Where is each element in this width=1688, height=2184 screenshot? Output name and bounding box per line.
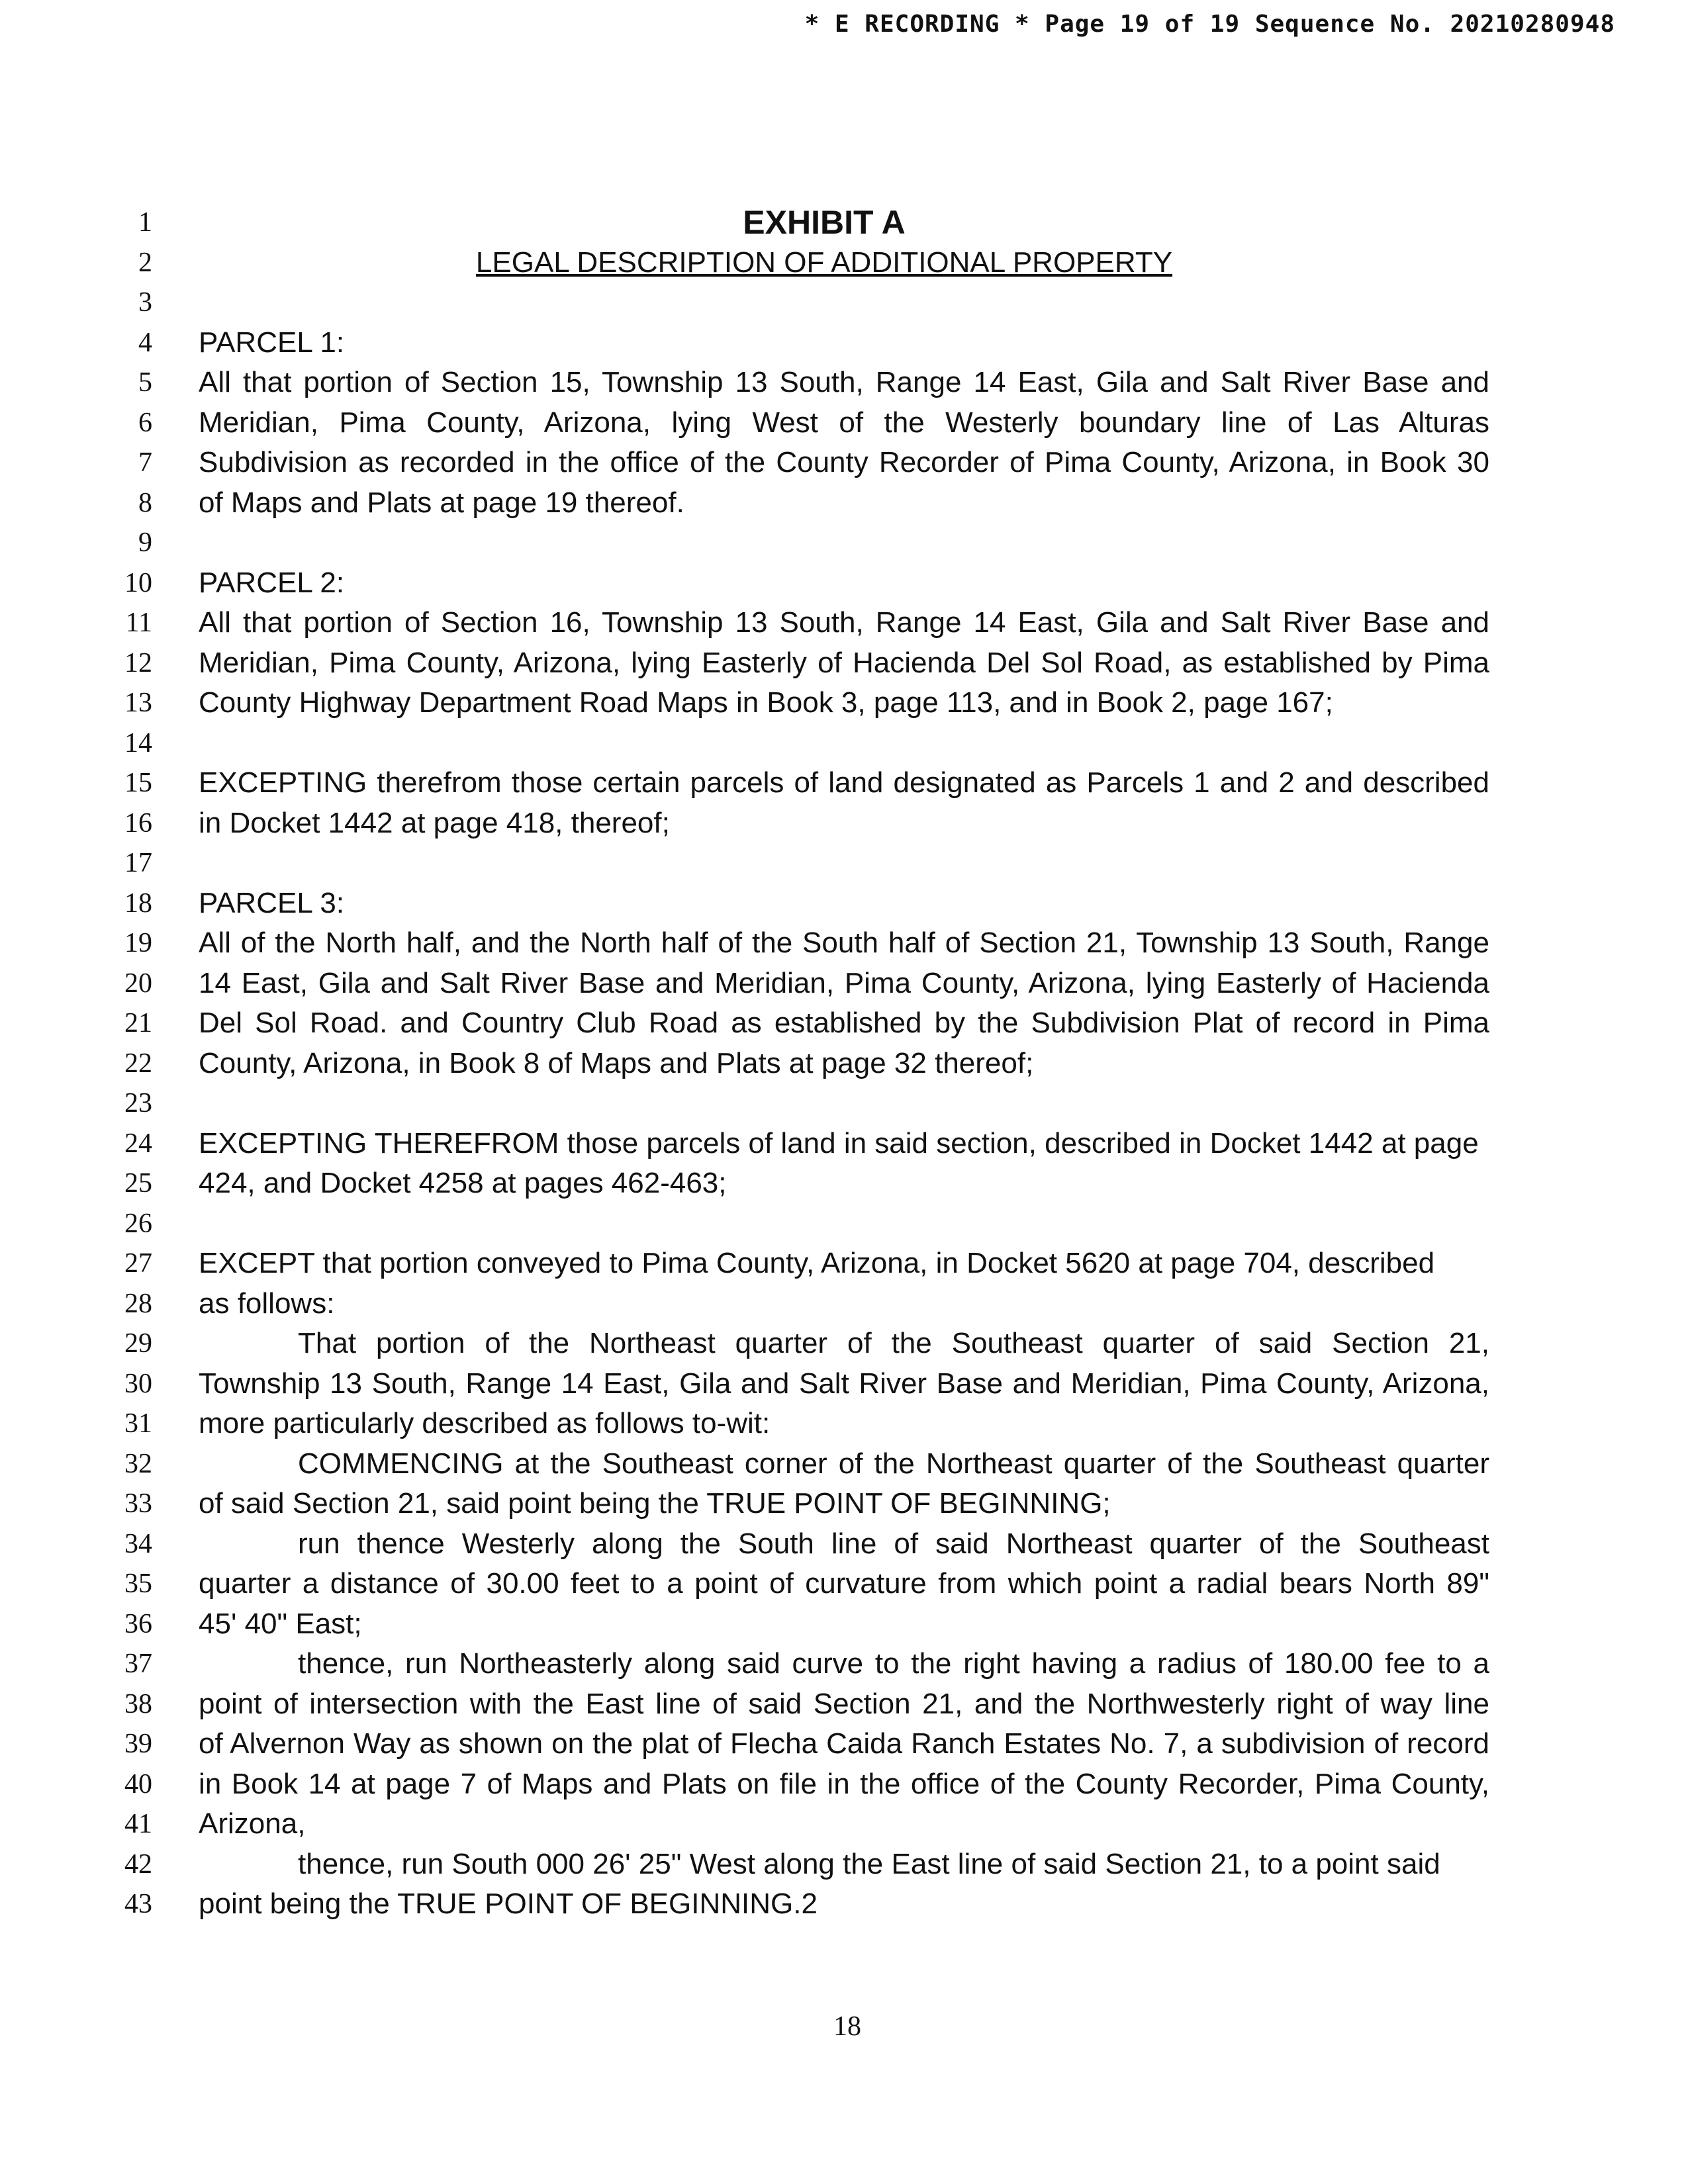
text-line: more particularly described as follows to-wit: xyxy=(199,1407,771,1439)
line-number: 20 xyxy=(124,968,152,999)
line-number: 13 xyxy=(124,688,152,718)
text-line: as follows: xyxy=(199,1287,335,1320)
blank-line xyxy=(199,523,1489,563)
blank-line xyxy=(199,1204,1489,1244)
line-number: 8 xyxy=(138,487,152,518)
line-number: 4 xyxy=(138,327,152,358)
text-line: Subdivision as recorded in the office of the County Recorder of Pima County, Arizona, in Book 30 xyxy=(199,446,1489,478)
text-line: EXCEPTING THEREFROM those parcels of land in said section, described in Docket 1442 at page xyxy=(199,1126,1479,1160)
text-line: EXCEPTING therefrom those certain parcels of land designated as Parcels 1 and 2 and described xyxy=(199,766,1489,799)
line-number: 23 xyxy=(124,1088,152,1118)
line-number: 22 xyxy=(124,1048,152,1079)
text-line: That portion of the Northeast quarter of the Southeast quarter of said Section 21, xyxy=(298,1327,1489,1359)
line-number: 34 xyxy=(124,1528,152,1559)
line-number: 32 xyxy=(124,1448,152,1479)
text-line: of Alvernon Way as shown on the plat of Flecha Caida Ranch Estates No. 7, a subdivision of record xyxy=(199,1727,1489,1760)
line-number: 39 xyxy=(124,1729,152,1759)
line-number: 40 xyxy=(124,1768,152,1799)
line-number: 29 xyxy=(124,1328,152,1359)
text-line: County Highway Department Road Maps in Book 3, page 113, and in Book 2, page 167; xyxy=(199,686,1333,719)
text-line: All of the North half, and the North half of the South half of Section 21, Township 13 South, Range xyxy=(199,927,1489,959)
text-line: COMMENCING at the Southeast corner of the Northeast quarter of the Southeast quarter xyxy=(298,1447,1489,1480)
blank-line xyxy=(199,843,1489,884)
line-number: 12 xyxy=(124,647,152,678)
text-line: point of intersection with the East line of said Section 21, and the Northwesterly right of way line xyxy=(199,1687,1489,1720)
line-number: 28 xyxy=(124,1288,152,1319)
text-line: of said Section 21, said point being the TRUE POINT OF BEGINNING; xyxy=(199,1487,1111,1520)
line-number: 7 xyxy=(138,447,152,478)
text-line: Meridian, Pima County, Arizona, lying West of the Westerly boundary line of Las Alturas xyxy=(199,406,1489,439)
blank-line xyxy=(199,283,1489,323)
line-number: 30 xyxy=(124,1368,152,1399)
document-body xyxy=(199,203,1489,1925)
text-line: 424, and Docket 4258 at pages 462-463; xyxy=(199,1167,727,1199)
line-number: 16 xyxy=(124,807,152,839)
document-title: EXHIBIT A xyxy=(743,204,906,241)
text-line: All that portion of Section 16, Township 13 South, Range 14 East, Gila and Salt River Base and xyxy=(199,606,1489,639)
line-number: 14 xyxy=(124,727,152,758)
blank-line xyxy=(199,1083,1489,1124)
line-number-column xyxy=(79,203,152,1925)
line-number: 11 xyxy=(125,608,152,638)
text-line: All that portion of Section 15, Township 13 South, Range 14 East, Gila and Salt River Base and xyxy=(199,366,1489,398)
line-number: 36 xyxy=(124,1608,152,1639)
document-subtitle: LEGAL DESCRIPTION OF ADDITIONAL PROPERTY xyxy=(475,246,1173,279)
recording-header: * E RECORDING * Page 19 of 19 Sequence No. 20210280948 xyxy=(804,11,1615,38)
line-number: 38 xyxy=(124,1688,152,1719)
line-number: 35 xyxy=(124,1569,152,1599)
text-line: EXCEPT that portion conveyed to Pima County, Arizona, in Docket 5620 at page 704, described xyxy=(199,1247,1435,1279)
line-number: 24 xyxy=(124,1128,152,1159)
line-number: 18 xyxy=(124,887,152,919)
line-number: 9 xyxy=(138,527,152,558)
text-line: 14 East, Gila and Salt River Base and Meridian, Pima County, Arizona, lying Easterly of Hacienda xyxy=(199,966,1489,999)
text-line: County, Arizona, in Book 8 of Maps and Plats at page 32 thereof; xyxy=(199,1046,1034,1079)
line-number: 27 xyxy=(124,1248,152,1279)
text-line: in Book 14 at page 7 of Maps and Plats on file in the office of the County Recorder, Pima County, xyxy=(199,1767,1489,1800)
text-line: point being the TRUE POINT OF BEGINNING.2 xyxy=(199,1888,818,1920)
text-line: Arizona, xyxy=(199,1807,306,1840)
line-number: 33 xyxy=(124,1488,152,1519)
line-number: 19 xyxy=(124,928,152,958)
line-number: 6 xyxy=(138,407,152,438)
line-number: 21 xyxy=(124,1008,152,1038)
text-line: Meridian, Pima County, Arizona, lying Easterly of Hacienda Del Sol Road, as established by Pima xyxy=(199,646,1489,679)
text-line: Del Sol Road. and Country Club Road as established by the Subdivision Plat of record in Pima xyxy=(199,1007,1489,1039)
line-number: 2 xyxy=(138,247,152,278)
parcel-1-heading: PARCEL 1: xyxy=(199,326,345,359)
page-number: 18 xyxy=(833,2011,861,2042)
line-number: 25 xyxy=(124,1168,152,1199)
line-number: 1 xyxy=(138,207,152,238)
parcel-2-heading: PARCEL 2: xyxy=(199,566,345,599)
text-line: of Maps and Plats at page 19 thereof. xyxy=(199,486,684,519)
parcel-3-heading: PARCEL 3: xyxy=(199,886,345,919)
line-number: 26 xyxy=(124,1208,152,1239)
text-line: Township 13 South, Range 14 East, Gila and Salt River Base and Meridian, Pima County, Arizona, xyxy=(199,1367,1489,1400)
line-number: 17 xyxy=(124,848,152,878)
line-number: 3 xyxy=(138,287,152,318)
line-number: 10 xyxy=(124,567,152,598)
text-line: thence, run South 000 26' 25" West along the East line of said Section 21, to a point said xyxy=(298,1847,1440,1880)
text-line: run thence Westerly along the South line of said Northeast quarter of the Southeast xyxy=(298,1527,1489,1560)
text-line: thence, run Northeasterly along said curve to the right having a radius of 180.00 fee to a xyxy=(298,1647,1489,1680)
line-number: 41 xyxy=(124,1809,152,1839)
text-line: 45' 40" East; xyxy=(199,1607,362,1640)
line-number: 15 xyxy=(124,768,152,798)
line-number: 31 xyxy=(124,1408,152,1439)
text-line: quarter a distance of 30.00 feet to a point of curvature from which point a radial bears North 89" xyxy=(199,1567,1489,1600)
line-number: 5 xyxy=(138,367,152,398)
line-number: 37 xyxy=(124,1649,152,1679)
blank-line xyxy=(199,723,1489,764)
line-number: 43 xyxy=(124,1889,152,1919)
text-line: in Docket 1442 at page 418, thereof; xyxy=(199,806,670,839)
line-number: 42 xyxy=(124,1848,152,1880)
